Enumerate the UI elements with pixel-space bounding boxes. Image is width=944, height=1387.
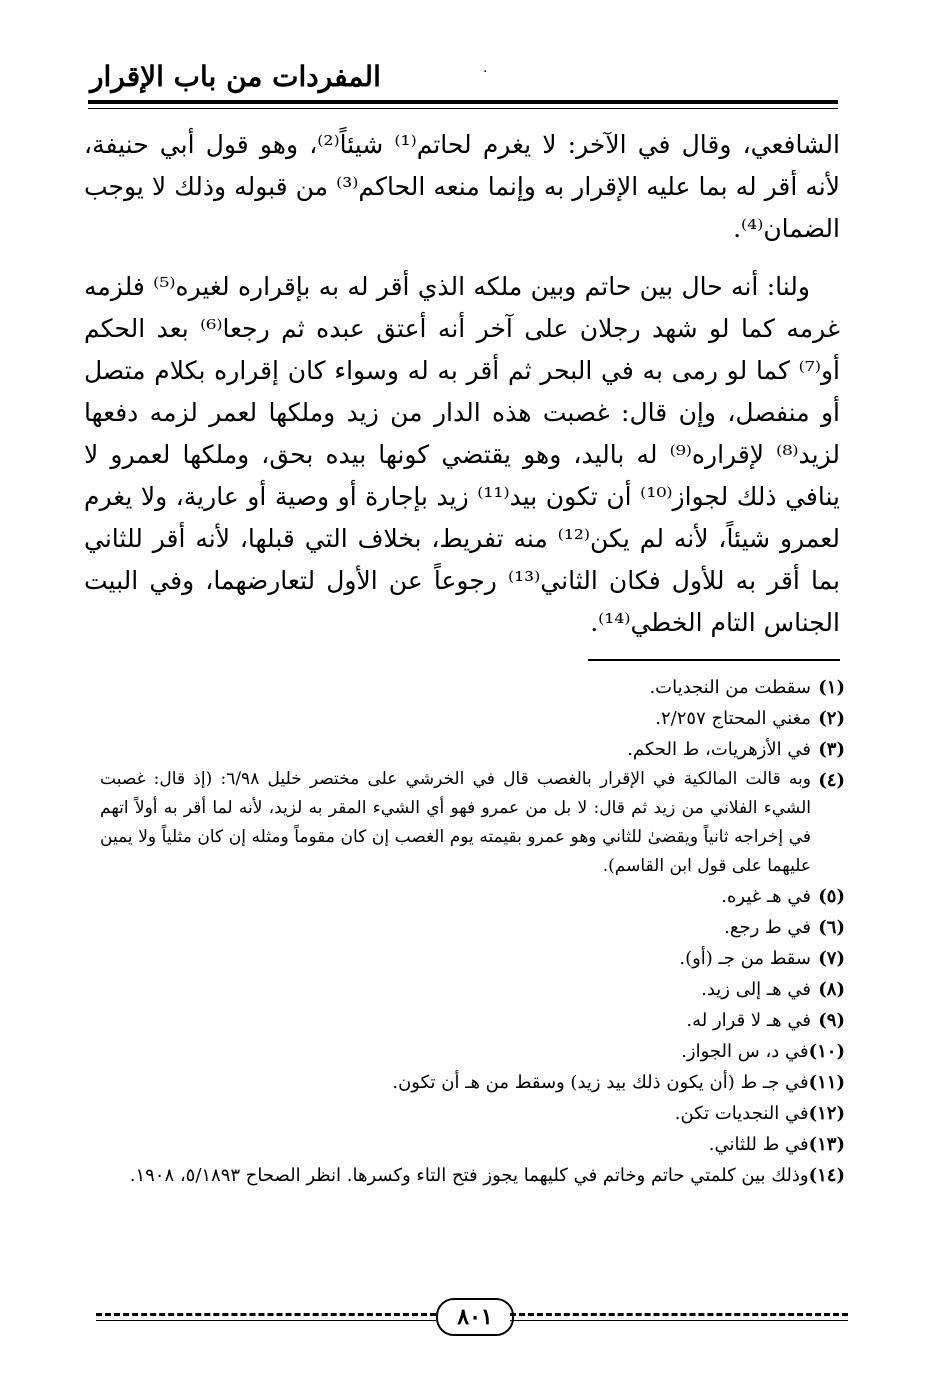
footnotes-list xyxy=(100,672,845,1191)
footnote xyxy=(100,1129,845,1160)
footnote xyxy=(100,881,845,912)
footnote-text: وبه قالت المالكية في الإقرار بالغصب قال في الخرشي على مختصر خليل ٦/٩٨: (إذ قال: غصبت الشيء الفلاني من زيد ثم قال: لا بل من عمرو فهو أي الشيء المقر به لزيد، لأنه لما أقر به أولاً اتهم في إخراجه ثانياً ويقضىٰ للثاني وهو عمرو بقيمته يوم الغصب إن كان مقوماً ومثله إن كان مثلياً ولا يمين عليهما على قول ابن القاسم). xyxy=(100,769,811,876)
footer-line-right xyxy=(510,1320,848,1321)
page-number: ٨٠١ xyxy=(436,1298,514,1336)
footnote xyxy=(100,1160,845,1191)
footnote-text: في هـ غيره. xyxy=(721,886,811,907)
footnote-text: وذلك بين كلمتي حاتم وخاتم في كليهما يجوز فتح التاء وكسرها. انظر الصحاح ٥/١٨٩٣، ١٩٠٨. xyxy=(129,1165,809,1186)
footnote-number: (٣) xyxy=(818,739,845,760)
footnote-number: (٦) xyxy=(818,917,845,938)
footnote-text: في هـ إلى زيد. xyxy=(701,979,811,1000)
footnote xyxy=(100,1005,845,1036)
footnote xyxy=(100,974,845,1005)
main-text xyxy=(84,124,840,644)
paragraph-1: الشافعي، وقال في الآخر: لا يغرم لحاتم⁽¹⁾ شيئاً⁽²⁾، وهو قول أبي حنيفة، لأنه أقر له بما عليه الإقرار به وإنما منعه الحاكم⁽³⁾ من قبوله وذلك لا يوجب الضمان⁽⁴⁾. xyxy=(84,130,840,243)
footnote-number: (١٣) xyxy=(808,1134,845,1155)
footnote xyxy=(100,1067,845,1098)
footnote-text: سقطت من النجديات. xyxy=(649,677,811,698)
footnote-number: (٧) xyxy=(818,948,845,969)
footnote-text: سقط من جـ (أو). xyxy=(679,948,811,969)
footnote xyxy=(100,734,845,765)
footnote-separator xyxy=(588,659,840,661)
footnote-text: في الأزهريات، ط الحكم. xyxy=(627,739,811,760)
footnote xyxy=(100,765,845,881)
header-rule-thick xyxy=(88,100,838,104)
footer-dash-left xyxy=(96,1313,436,1316)
footnote-number: (٥) xyxy=(818,886,845,907)
running-header xyxy=(90,52,838,100)
header-rule-thin xyxy=(88,108,838,109)
footer-line-left xyxy=(96,1320,436,1321)
footnote-number: (١٠) xyxy=(808,1041,845,1062)
footnote-text: مغني المحتاج ٢/٢٥٧. xyxy=(655,708,811,729)
footnote xyxy=(100,1098,845,1129)
page-footer xyxy=(96,1296,848,1336)
footnote-number: (١١) xyxy=(808,1072,845,1093)
footnote-number: (١) xyxy=(818,677,845,698)
footnote-text: في ط للثاني. xyxy=(708,1134,809,1155)
footnote xyxy=(100,672,845,703)
footnote-number: (١٢) xyxy=(808,1103,845,1124)
header-title: المفردات من باب الإقرار xyxy=(90,60,381,93)
footnote-number: (٨) xyxy=(818,979,845,1000)
footnote-text: في جـ ط (أن يكون ذلك بيد زيد) وسقط من هـ أن تكون. xyxy=(392,1072,809,1093)
footer-dash-right xyxy=(510,1313,848,1316)
footnote-text: في ط رجع. xyxy=(724,917,811,938)
footnote xyxy=(100,703,845,734)
footnote xyxy=(100,943,845,974)
footnote-number: (١٤) xyxy=(808,1165,845,1186)
footnote-text: في هـ لا قرار له. xyxy=(686,1010,811,1031)
footnote-text: في النجديات تكن. xyxy=(674,1103,809,1124)
footnote xyxy=(100,912,845,943)
footnote-number: (٩) xyxy=(818,1010,845,1031)
footnote-number: (٤) xyxy=(818,770,845,791)
footnote-number: (٢) xyxy=(818,708,845,729)
header-dot-mark: · xyxy=(483,64,488,80)
paragraph-2: ولنا: أنه حال بين حاتم وبين ملكه الذي أقر له به بإقراره لغيره⁽⁵⁾ فلزمه غرمه كما لو شهد رجلان على آخر أنه أعتق عبده ثم رجعا⁽⁶⁾ بعد الحكم أو⁽⁷⁾ كما لو رمى به في البحر ثم أقر به له وسواء كان إقراره بكلام متصل أو منفصل، وإن قال: غصبت هذه الدار من زيد وملكها لعمر لزمه دفعها لزيد⁽⁸⁾ لإقراره⁽⁹⁾ له باليد، وهو يقتضي كونها بيده بحق، وملكها لعمرو لا ينافي ذلك لجواز⁽¹⁰⁾ أن تكون بيد⁽¹¹⁾ زيد بإجارة أو وصية أو عارية، ولا يغرم لعمرو شيئاً، لأنه لم يكن⁽¹²⁾ منه تفريط، بخلاف التي قبلها، لأنه أقر للثاني بما أقر به للأول فكان الثاني⁽¹³⁾ رجوعاً عن الأول لتعارضهما، وفي البيت الجناس التام الخطي⁽¹⁴⁾. xyxy=(84,272,841,637)
footnote-text: في د، س الجواز. xyxy=(681,1041,809,1062)
footnote xyxy=(100,1036,845,1067)
